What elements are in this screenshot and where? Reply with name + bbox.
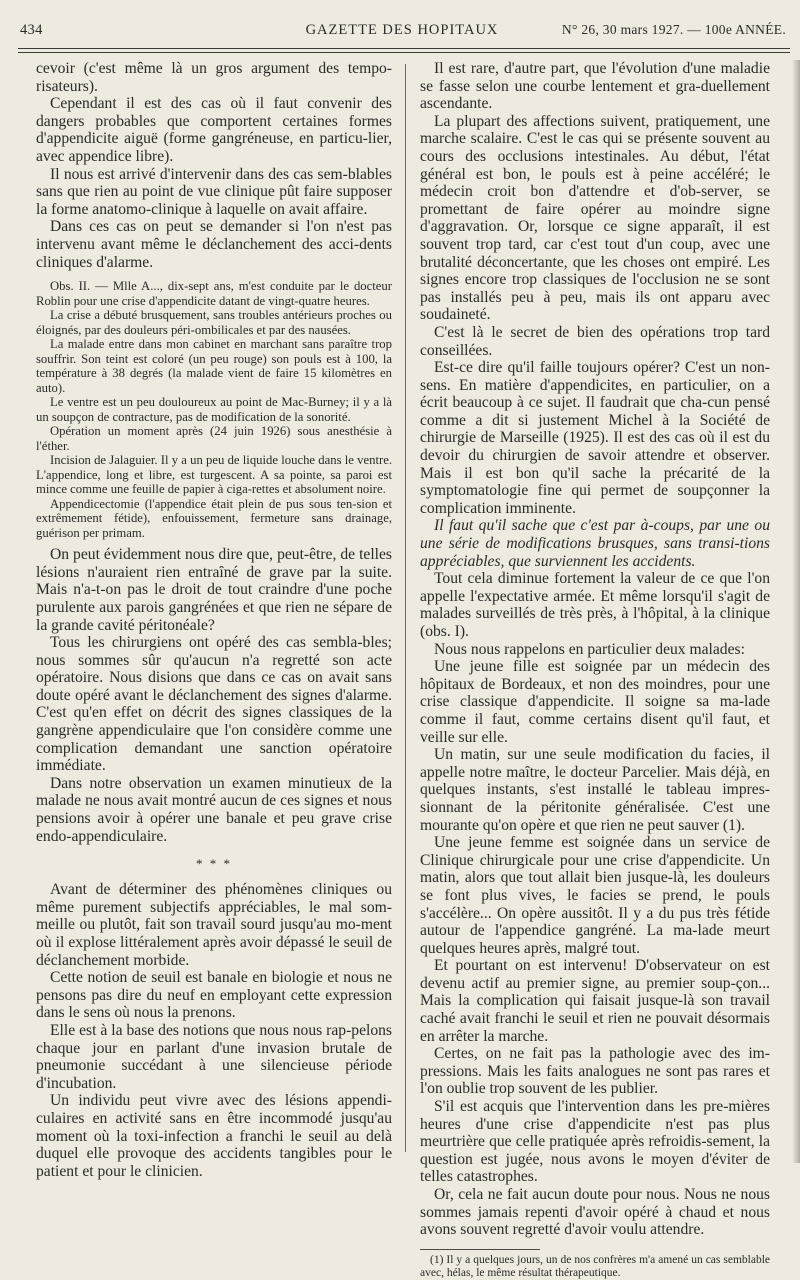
paragraph: Une jeune fille est soignée par un médecin des hôpitaux de Bordeaux, et non des moindres, pour une crise classique d'appendicite. Il soigne sa ma-lade comme il faut, comme certains disent qu'il faut, et veille sur elle. [420,658,770,746]
paragraph-italic: Il faut qu'il sache que c'est par à-coups, par une ou une série de modifications brusques, sans transi-tions appréciables, que surviennent les accidents. [420,517,770,570]
observation-block [36,279,392,540]
paragraph: Un matin, sur une seule modification du facies, il appelle notre maître, le docteur Parcelier. Mais déjà, en quelques instants, s'est installé le tableau impres-sionnant de la péritonite généralisée. C'est une mourante qu'on opère et que rien ne peut sauver (1). [420,746,770,834]
column-divider [405,64,406,1152]
paragraph: Un individu peut vivre avec des lésions appendi-culaires en activité sans en être incommodé jusqu'au moment où la toxi-infection a franchi le seuil au delà duquel elle provoque des accidents tangibles pour le patient et pour le clinicien. [36,1092,392,1180]
footnote-rule [420,1249,540,1250]
paragraph: Il est rare, d'autre part, que l'évolution d'une maladie se fasse selon une courbe lentement et gra-duellement ascendante. [420,60,770,113]
right-column [420,60,770,1280]
paragraph: Tous les chirurgiens ont opéré des cas sembla-bles; nous sommes sûr qu'aucun n'a regretté son acte opératoire. Nous disions que dans ce cas on avait sans doute opéré avant le déclanchement des signes d'alarme. C'est qu'en effet on décrit des signes classiques de la gangrène appendiculaire que l'on considère comme une complication demandant une sanction opératoire immédiate. [36,634,392,775]
paragraph: Elle est à la base des notions que nous nous rap-pelons chaque jour en parlant d'une invasion brutale de pneumonie succédant à une silencieuse période d'incubation. [36,1021,392,1092]
observation-heading: Obs. II. — Mlle A..., dix-sept ans, m'est conduite par le docteur Roblin pour une crise d'appendicite datant de vingt-quatre heures. [36,279,392,308]
paragraph: Dans notre observation un examen minutieux de la malade ne nous avait montré aucun de ces signes et nous pensions avoir à opérer une banale et peu grave crise endo-appendiculaire. [36,774,392,845]
paragraph: On peut évidemment nous dire que, peut-être, de telles lésions n'auraient rien entraîné de grave par la suite. Mais n'a-t-on pas le droit de tout craindre d'une poche purulente aux parois gangrénées et que rien ne sépare de la grande cavité péritonéale? [36,546,392,634]
page-edge-shadow [792,60,800,1163]
paragraph: S'il est acquis que l'intervention dans les pre-mières heures d'une crise d'appendicite n'est pas plus meurtrière que celle pratiquée après refroidis-sement, la question est jugée, nous avons le moyen d'éviter de telles catastrophes. [420,1098,770,1186]
paragraph: Cependant il est des cas où il faut convenir des dangers probables que comportent certaines formes d'appendicite aiguë (forme gangréneuse, en particu-lier, avec appendice libre). [36,95,392,165]
paragraph: cevoir (c'est même là un gros argument des tempo-risateurs). [36,60,392,95]
paragraph: Cette notion de seuil est banale en biologie et nous ne pensons pas dire du neuf en employant cette expression dans le sens où nous la prenons. [36,969,392,1022]
paragraph: Tout cela diminue fortement la valeur de ce que l'on appelle l'expectative armée. Et même lorsqu'il s'agit de malades surveillés de très près, à l'hôpital, à la clinique (obs. I). [420,570,770,640]
paragraph: Or, cela ne fait aucun doute pour nous. Nous ne nous sommes jamais repenti d'avoir opéré à chaud et nous avons souvent regretté d'avoir voulu attendre. [420,1186,770,1239]
header-rule [18,48,790,49]
observation-text: Incision de Jalaguier. Il y a un peu de liquide louche dans le ventre. L'appendice, long et libre, est turgescent. A sa pointe, sa paroi est mince comme une feuille de papier à ciga-rettes et absolument noire. [36,453,392,497]
paragraph: Il nous est arrivé d'intervenir dans des cas sem-blables sans que rien au point de vue clinique pût faire supposer la forme anatomo-clinique à laquelle on avait affaire. [36,165,392,218]
journal-title: GAZETTE DES HOPITAUX [305,22,499,38]
header-rule-thin [18,52,790,53]
paragraph: Certes, on ne fait pas la pathologie avec des im-pressions. Mais les faits analogues ne sont pas rares et l'on oublie trop souvent de les publier. [420,1045,770,1098]
page-header [18,22,786,46]
footnote: (1) Il y a quelques jours, un de nos confrères m'a amené un cas semblable avec, hélas, le même résultat thérapeutique. [420,1253,770,1279]
issue-line: N° 26, 30 mars 1927. — 100e ANNÉE. [561,22,786,37]
observation-text: Le ventre est un peu douloureux au point de Mac-Burney; il y a là un soupçon de contracture, pas de modification de la sonorité. [36,395,392,424]
paragraph: C'est là le secret de bien des opérations trop tard conseillées. [420,323,770,359]
page-number: 434 [20,22,43,38]
paragraph: Une jeune femme est soignée dans un service de Clinique chirurgicale pour une crise d'appendicite. Un matin, alors que tout allait bien jusque-là, les douleurs se font plus vives, le facies se prend, le pouls s'accélère... On opère aussitôt. Il y a du pus très fétide autour de l'appendice gangréné. La ma-lade meurt quelques heures après, malgré tout. [420,834,770,957]
paragraph: Nous nous rappelons en particulier deux malades: [434,640,745,658]
paragraph: Dans ces cas on peut se demander si l'on n'est pas intervenu avant même le déclanchement des acci-dents cliniques d'alarme. [36,218,392,271]
observation-text: Appendicectomie (l'appendice était plein de pus sous ten-sion et extrêmement fétide), enfouissement, fermeture sans drainage, guérison per primam. [36,496,392,540]
paragraph: Avant de déterminer des phénomènes cliniques ou même purement subjectifs appréciables, le mal som-meille ou plutôt, fait son travail sourd jusqu'au mo-ment où il explose littéralement après avoir dépassé le seuil de déclanchement morbide. [36,881,392,969]
paragraph: La plupart des affections suivent, pratiquement, une marche scalaire. C'est le cas qui se présente souvent au cours des occlusions intestinales. Au début, l'état général est bon, le pouls est à peine accéléré; le médecin croit bon d'attendre et d'ob-server, se promettant de faire opérer au moindre signe d'aggravation. Or, lorsque ce signe apparaît, il est souvent trop tard, car c'est tout d'un coup, avec une brutalité déconcertante, que les choses ont empiré. Les signes encore trop classiques de l'occlusion ne se sont pas installés peu à peu, mais ils ont apparu avec soudaineté. [420,112,770,324]
observation-text: La crise a débuté brusquement, sans troubles antérieurs proches ou éloignés, par des douleurs péri-ombilicales et par des nausées. [36,308,392,337]
observation-text: Opération un moment après (24 juin 1926) sous anesthésie à l'éther. [36,424,392,453]
section-divider-stars: * * * [196,856,232,872]
paragraph: Est-ce dire qu'il faille toujours opérer? C'est un non-sens. En matière d'appendicites, en particulier, on a écrit beaucoup à ce sujet. Il faudrait que cha-cun pensé comme a dit si justement Michel à la Société de chirurgie de Marseille (1925). Il est des cas où il est du devoir du chirurgien de savoir attendre et observer. Mais il est bon qu'il sache la précarité de la symptomatologie fine qui permet de soupçonner la complication imminente. [420,359,770,517]
observation-text: La malade entre dans mon cabinet en marchant sans paraître trop souffrir. Son teint est coloré (un peu rouge) son pouls est à 100, la température à 38 degrés (la malade vient de faire 15 kilomètres en auto). [36,337,392,395]
paragraph: Et pourtant on est intervenu! D'observateur on est devenu actif au premier signe, au premier soup-çon... Mais la complication qui faisait jusque-là son travail caché avait franchi le seuil et rien ne pouvait désormais en arrêter la marche. [420,957,770,1045]
left-column [36,60,392,1180]
